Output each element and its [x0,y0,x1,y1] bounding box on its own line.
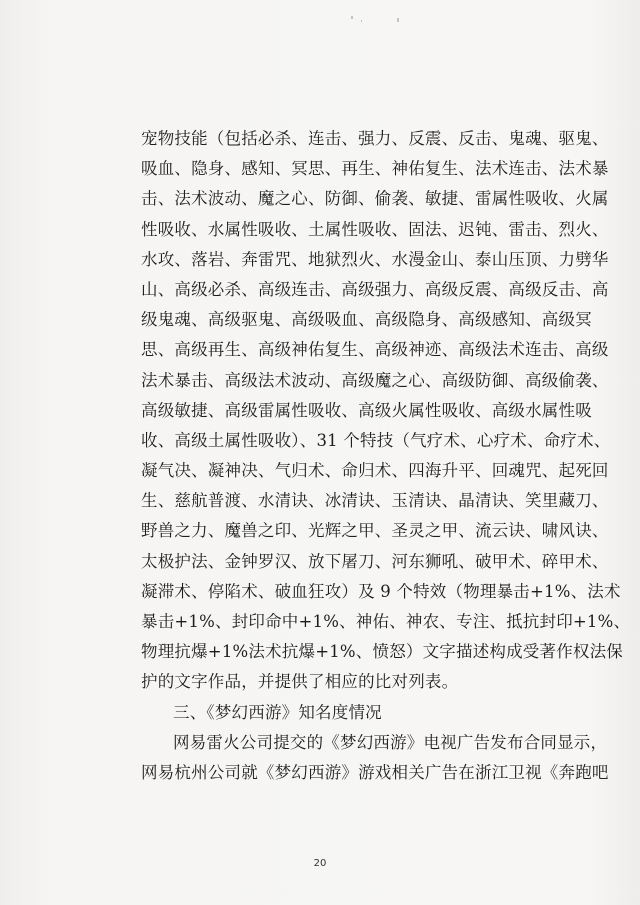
paragraph-line: 物理抗爆+1%法术抗爆+1%、愤怒）文字描述构成受著作权法保 [141,642,624,662]
scan-speck [351,16,353,19]
paragraph-line: 高级敏捷、高级雷属性吸收、高级火属性吸收、高级水属性吸 [141,400,592,420]
paragraph-line: 网易杭州公司就《梦幻西游》游戏相关广告在浙江卫视《奔跑吧 [141,762,609,782]
paragraph-line: 级鬼魂、高级驱鬼、高级吸血、高级隐身、高级感知、高级冥 [141,310,592,330]
paragraph-line: 收、高级土属性吸收）、31 个特技（气疗术、心疗术、命疗术、 [141,430,611,450]
paragraph-line: 山、高级必杀、高级连击、高级强力、高级反震、高级反击、高 [141,279,609,299]
paragraph-line: 太极护法、金钟罗汉、放下屠刀、河东狮吼、破甲术、碎甲术、 [141,551,609,571]
paragraph-line: 凝滞术、停陷术、破血狂攻）及 9 个特效（物理暴击+1%、法术 [141,581,621,601]
paragraph-line: 法术暴击、高级法术波动、高级魔之心、高级防御、高级偷袭、 [141,370,609,390]
paragraph-line: 网易雷火公司提交的《梦幻西游》电视广告发布合同显示， [173,732,608,752]
page-number: 20 [313,858,327,869]
paragraph-line: 吸血、隐身、感知、冥思、再生、神佑复生、法术连击、法术暴 [141,159,609,179]
paragraph-line: 生、慈航普渡、水清诀、冰清诀、玉清诀、晶清诀、笑里藏刀、 [141,491,609,511]
section-heading: 三、《梦幻西游》知名度情况 [173,702,382,722]
paragraph-line: 思、高级再生、高级神佑复生、高级神迹、高级法术连击、高级 [141,340,609,360]
paragraph-line: 野兽之力、魔兽之印、光辉之甲、圣灵之甲、流云诀、啸风诀、 [141,521,609,541]
paragraph-line: 护的文字作品，并提供了相应的比对列表。 [141,672,459,692]
paragraph-line: 性吸收、水属性吸收、土属性吸收、固法、迟钝、雷击、烈火、 [141,219,609,239]
scan-speck [397,18,399,22]
paragraph-line: 凝气决、凝神决、气归术、命归术、四海升平、回魂咒、起死回 [141,461,609,481]
document-body [141,124,629,788]
paragraph-line: 暴击+1%、封印命中+1%、神佑、神农、专注、抵抗封印+1%、 [141,612,631,631]
paragraph-line: 击、法术波动、魔之心、防御、偷袭、敏捷、雷属性吸收、火属 [141,189,609,209]
paragraph-line: 水攻、落岩、奔雷咒、地狱烈火、水漫金山、泰山压顶、力劈华 [141,249,609,269]
scan-speck [361,20,362,22]
paragraph-line: 宠物技能（包括必杀、连击、强力、反震、反击、鬼魂、驱鬼、 [141,129,609,148]
